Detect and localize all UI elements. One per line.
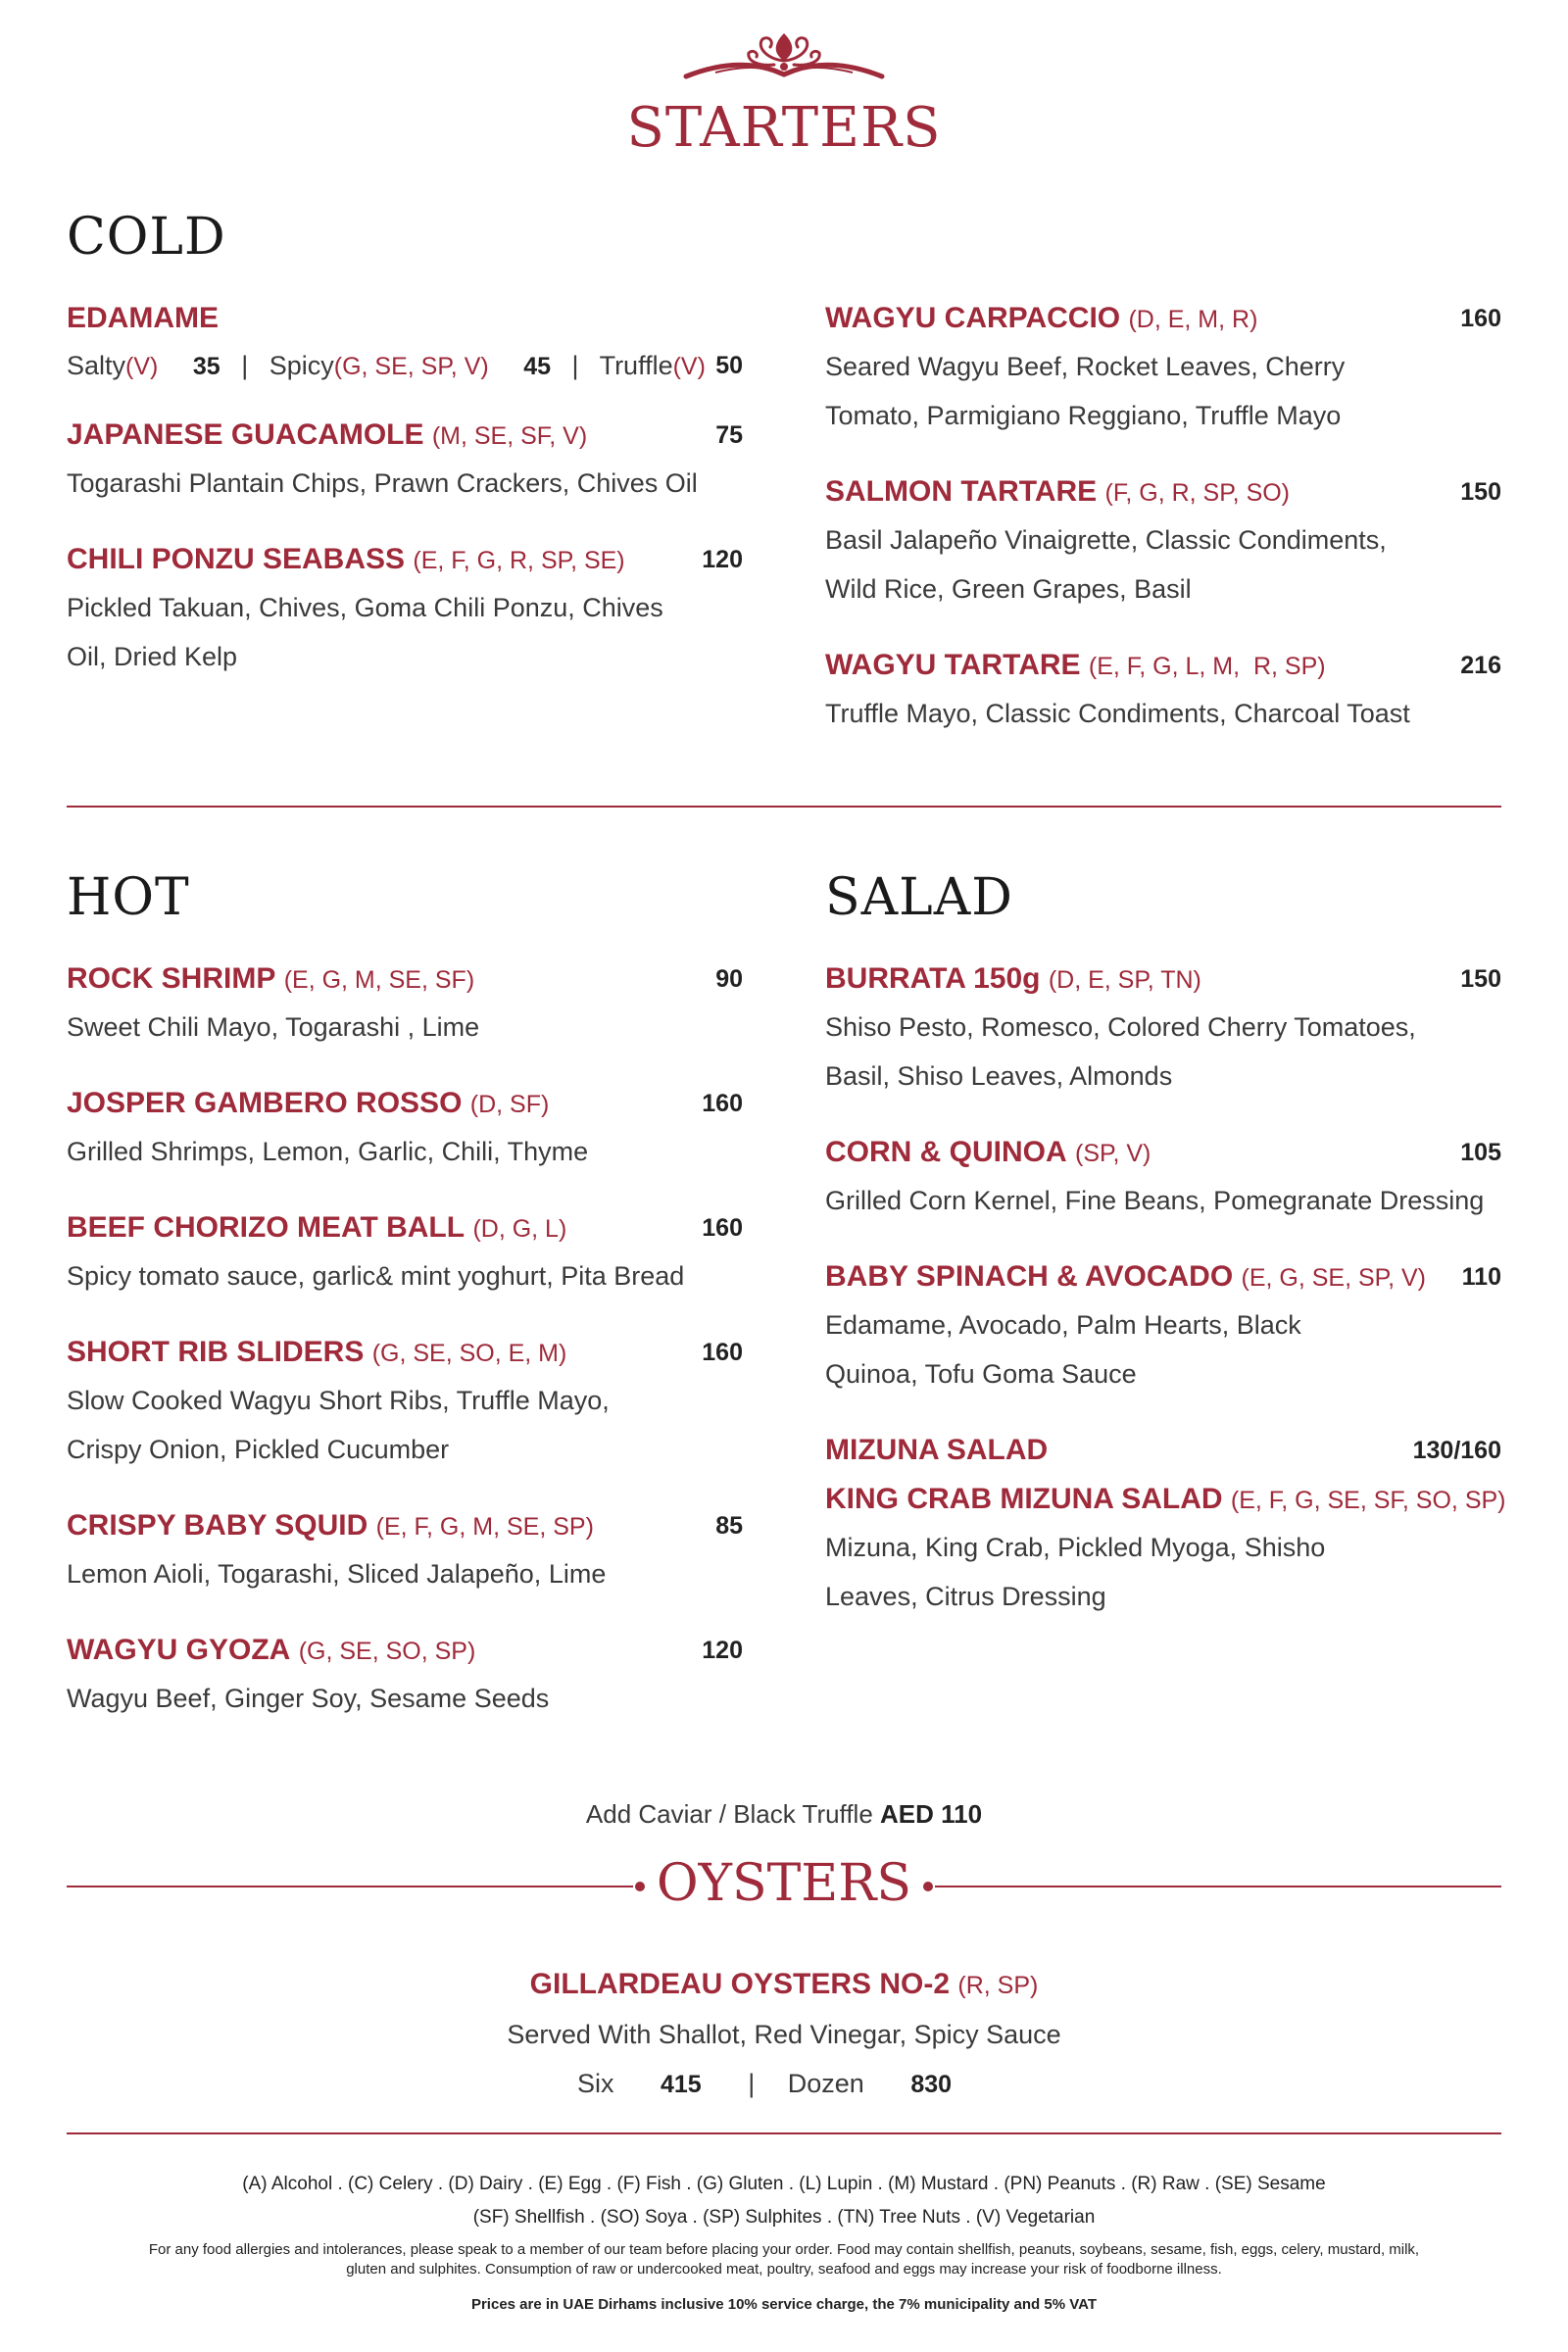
item-allergens: (E, F, G, M, SE, SP) <box>375 1513 594 1541</box>
divider-dot-icon <box>923 1882 933 1891</box>
item-allergens: (E, F, G, L, M, R, SP) <box>1088 653 1326 680</box>
item-allergens: (M, SE, SF, V) <box>431 422 588 450</box>
item-name: BABY SPINACH & AVOCADO <box>825 1260 1234 1293</box>
variant-allergens: (V) <box>672 353 706 380</box>
item-allergens: (E, G, SE, SP, V) <box>1241 1264 1426 1292</box>
menu-item-corn-quinoa <box>825 1130 1501 1225</box>
item-description: Truffle Mayo, Classic Condiments, Charcoal Toast <box>825 699 1410 728</box>
item-name: EDAMAME <box>67 302 219 334</box>
flourish-ornament-icon <box>676 27 892 88</box>
variant-label: Spicy <box>269 351 334 380</box>
section-heading-hot: HOT <box>67 868 190 927</box>
allergy-note <box>0 2240 1568 2279</box>
menu-item-carpaccio <box>825 296 1501 440</box>
variant-price: 50 <box>715 352 743 379</box>
item-allergens: (G, SE, SO, E, M) <box>371 1340 567 1367</box>
menu-item-mizuna-salad <box>825 1428 1506 1621</box>
item-description: Edamame, Avocado, Palm Hearts, Black Quinoa, Tofu Goma Sauce <box>825 1310 1301 1389</box>
legend-line: (SF) Shellfish . (SO) Soya . (SP) Sulphites . (TN) Tree Nuts . (V) Vegetarian <box>472 2207 1096 2228</box>
menu-item-salmon-tartare <box>825 469 1501 613</box>
menu-item-burrata <box>825 956 1501 1101</box>
item-name: GILLARDEAU OYSTERS NO-2 <box>529 1968 951 2000</box>
item-name: WAGYU TARTARE <box>825 649 1081 681</box>
item-name: MIZUNA SALAD <box>825 1434 1049 1466</box>
item-allergens: (D, E, M, R) <box>1128 306 1258 333</box>
dozen-label: Dozen <box>787 2069 864 2098</box>
six-price: 415 <box>660 2071 702 2098</box>
item-price: 105 <box>1460 1139 1501 1166</box>
item-description: Shiso Pesto, Romesco, Colored Cherry Tomatoes, Basil, Shiso Leaves, Almonds <box>825 1012 1416 1091</box>
item-description: Basil Jalapeño Vinaigrette, Classic Condiments, Wild Rice, Green Grapes, Basil <box>825 525 1387 604</box>
menu-item-wagyu-gyoza <box>67 1628 743 1723</box>
item-allergens: (G, SE, SO, SP) <box>298 1638 476 1665</box>
item-price: 110 <box>1461 1263 1501 1291</box>
item-description: Slow Cooked Wagyu Short Ribs, Truffle Mayo, Crispy Onion, Pickled Cucumber <box>67 1386 610 1464</box>
item-description: Seared Wagyu Beef, Rocket Leaves, Cherry Tomato, Parmigiano Reggiano, Truffle Mayo <box>825 352 1346 430</box>
salad-column <box>825 956 1506 1650</box>
item-price: 90 <box>715 965 743 993</box>
addon-line <box>0 1799 1568 1830</box>
oysters-heading-row <box>67 1854 1501 1919</box>
section-heading-cold: COLD <box>67 208 226 267</box>
item-name: ROCK SHRIMP <box>67 962 276 995</box>
menu-item-guacamole <box>67 413 743 508</box>
item-price: 120 <box>702 1637 743 1664</box>
allergy-note-text: For any food allergies and intolerances, please speak to a member of our team before placing your order. Food may contain shellfish, peanuts, soybeans, sesame, fish, eggs, celery, mustard, milk, gluten and sulphites. Consumption of raw or undercooked meat, poultry, seafood and eggs may increase your risk of foodborne illness. <box>148 2241 1420 2278</box>
item-name: BEEF CHORIZO MEAT BALL <box>67 1211 466 1244</box>
item-description: Togarashi Plantain Chips, Prawn Crackers, Chives Oil <box>67 468 698 498</box>
item-name: WAGYU GYOZA <box>67 1634 291 1666</box>
item-allergens: (E, F, G, SE, SF, SO, SP) <box>1230 1487 1506 1514</box>
item-price: 160 <box>702 1339 743 1366</box>
item-price: 160 <box>702 1090 743 1117</box>
prices-note: Prices are in UAE Dirhams inclusive 10% service charge, the 7% municipality and 5% VAT <box>470 2296 1098 2313</box>
item-allergens: (R, SP) <box>957 1972 1039 1999</box>
dozen-price: 830 <box>910 2071 953 2098</box>
hot-column <box>67 956 743 1752</box>
item-description: Grilled Corn Kernel, Fine Beans, Pomegranate Dressing <box>825 1186 1485 1215</box>
item-price: 160 <box>702 1214 743 1242</box>
item-allergens: (SP, V) <box>1075 1140 1152 1167</box>
menu-item-rock-shrimp <box>67 956 743 1052</box>
menu-item-spinach-avocado <box>825 1254 1501 1398</box>
item-description: Grilled Shrimps, Lemon, Garlic, Chili, Thyme <box>67 1137 589 1166</box>
item-description: Mizuna, King Crab, Pickled Myoga, Shisho Leaves, Citrus Dressing <box>825 1533 1326 1611</box>
page-title: STARTERS <box>626 96 942 160</box>
edamame-variants: Salty(V) 35 | Spicy(G, SE, SP, V) 45 | Truffle(V) 50 <box>67 341 743 391</box>
item-name: JOSPER GAMBERO ROSSO <box>67 1087 463 1119</box>
section-divider <box>67 806 1501 808</box>
item-allergens: (E, G, M, SE, SF) <box>283 966 475 994</box>
item-name: CRISPY BABY SQUID <box>67 1509 368 1542</box>
legend-line: (A) Alcohol . (C) Celery . (D) Dairy . (E) Egg . (F) Fish . (G) Gluten . (L) Lupin . (M) Mustard . (PN) Peanuts . (R) Raw . (SE) Sesame <box>242 2174 1326 2194</box>
item-allergens: (E, F, G, R, SP, SE) <box>413 547 625 574</box>
item-name: CORN & QUINOA <box>825 1136 1067 1168</box>
menu-item-edamame <box>67 296 743 391</box>
item-price: 160 <box>1460 305 1501 332</box>
item-price: 75 <box>715 421 743 449</box>
item-name: BURRATA 150g <box>825 962 1041 995</box>
item-price: 150 <box>1460 478 1501 506</box>
menu-item-crispy-squid <box>67 1503 743 1598</box>
menu-item-chorizo-meatball <box>67 1205 743 1300</box>
item-allergens: (D, G, L) <box>472 1215 567 1243</box>
item-price: 216 <box>1460 652 1501 679</box>
item-name: SALMON TARTARE <box>825 475 1098 508</box>
allergen-legend <box>0 2168 1568 2234</box>
oyster-prices: Six 415 | Dozen 830 <box>576 2069 953 2098</box>
section-heading-salad: SALAD <box>825 868 1013 927</box>
item-allergens: (D, E, SP, TN) <box>1048 966 1201 994</box>
menu-item-wagyu-tartare <box>825 643 1501 738</box>
addon-text: Add Caviar / Black Truffle <box>585 1799 873 1829</box>
variant-label: Salty <box>67 351 126 380</box>
item-name: JAPANESE GUACAMOLE <box>67 418 424 451</box>
variant-label: Truffle <box>599 351 673 380</box>
menu-item-gillardeau-oysters <box>0 1960 1568 2109</box>
variant-allergens: (V) <box>125 353 159 380</box>
section-heading-oysters: OYSTERS <box>657 1854 911 1913</box>
footer-divider <box>67 2132 1501 2134</box>
item-description: Spicy tomato sauce, garlic& mint yoghurt, Pita Bread <box>67 1261 685 1291</box>
addon-price: AED 110 <box>880 1799 983 1829</box>
menu-item-seabass <box>67 537 743 681</box>
item-description: Wagyu Beef, Ginger Soy, Sesame Seeds <box>67 1684 550 1713</box>
menu-item-short-rib-sliders <box>67 1330 743 1474</box>
item-allergens: (D, SF) <box>469 1091 550 1118</box>
item-description: Served With Shallot, Red Vinegar, Spicy Sauce <box>507 2020 1061 2049</box>
menu-item-gambero-rosso <box>67 1081 743 1176</box>
cold-right-column <box>825 296 1501 767</box>
item-price: 85 <box>715 1512 743 1540</box>
variant-price: 45 <box>523 353 552 380</box>
item-name: SHORT RIB SLIDERS <box>67 1336 365 1368</box>
item-allergens: (F, G, R, SP, SO) <box>1104 479 1291 507</box>
item-description: Pickled Takuan, Chives, Goma Chili Ponzu, Chives Oil, Dried Kelp <box>67 593 663 671</box>
divider-line-right <box>935 1886 1501 1887</box>
variant-allergens: (G, SE, SP, V) <box>333 353 489 380</box>
item-name: WAGYU CARPACCIO <box>825 302 1121 334</box>
cold-left-column <box>67 296 743 710</box>
item-name: CHILI PONZU SEABASS <box>67 543 406 575</box>
item-name-secondary: KING CRAB MIZUNA SALAD <box>825 1483 1223 1515</box>
six-label: Six <box>576 2069 614 2098</box>
item-description: Lemon Aioli, Togarashi, Sliced Jalapeño, Lime <box>67 1559 607 1589</box>
item-price: 130/160 <box>1412 1437 1501 1464</box>
item-description: Sweet Chili Mayo, Togarashi , Lime <box>67 1012 480 1042</box>
variant-price: 35 <box>192 353 220 380</box>
item-price: 150 <box>1460 965 1501 993</box>
item-price: 120 <box>702 546 743 573</box>
